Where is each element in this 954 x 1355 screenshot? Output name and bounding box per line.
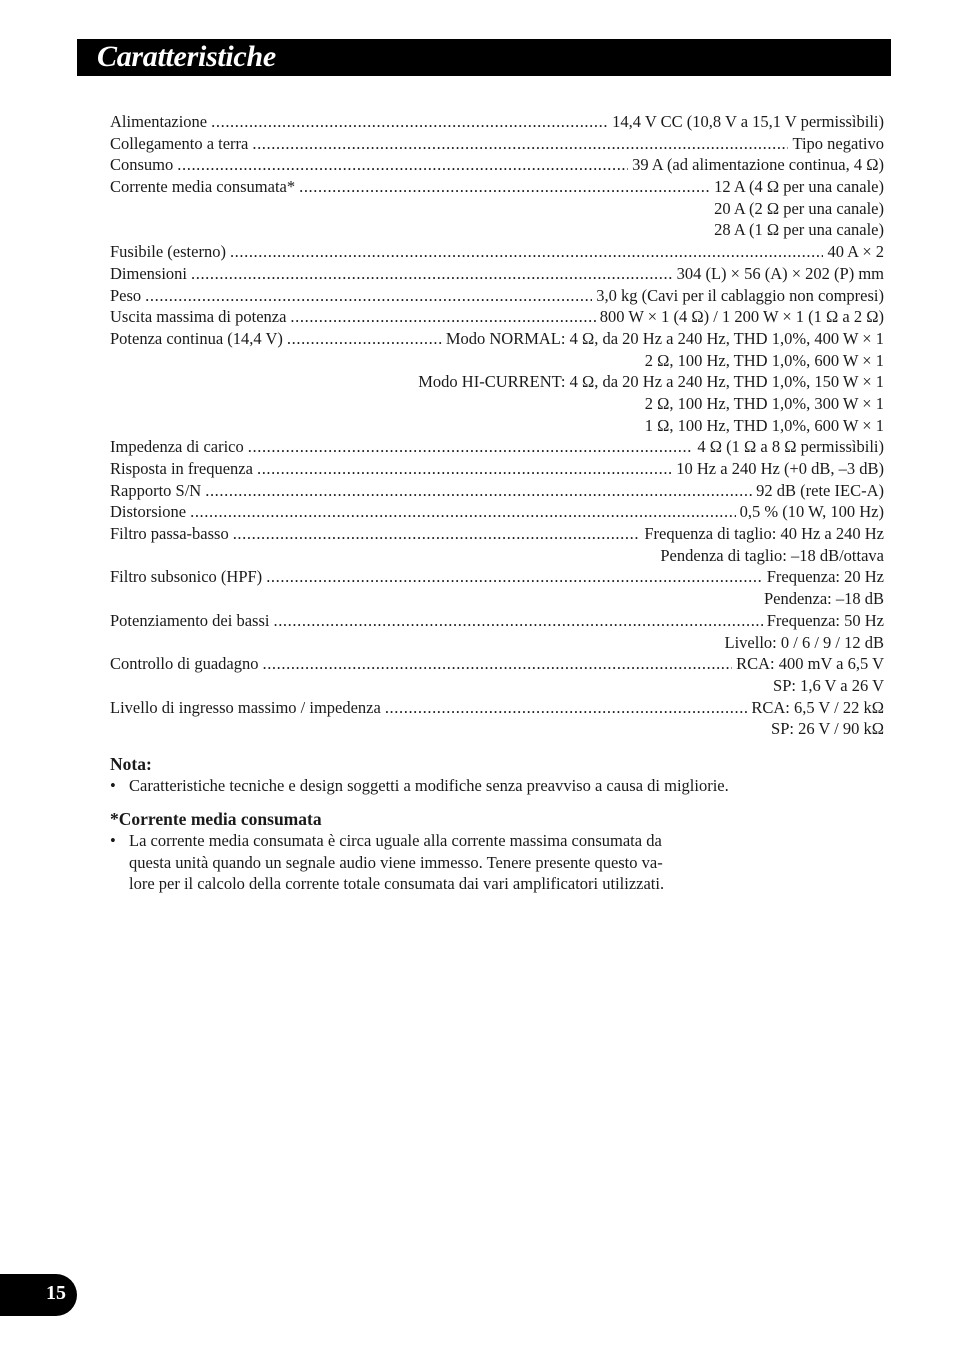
spec-label: Rapporto S/N <box>110 480 202 500</box>
spec-continuation: 28 A (1 Ω per una canale) <box>714 220 884 240</box>
spec-label: Impedenza di carico <box>110 437 244 457</box>
spec-value: Frequenza: 20 Hz <box>766 567 884 587</box>
dot-leader <box>252 133 788 155</box>
spec-label: Potenza continua (14,4 V) <box>110 328 283 348</box>
spec-label: Alimentazione <box>110 112 208 131</box>
spec-row <box>110 285 884 307</box>
spec-row <box>110 610 884 632</box>
corrente-line: La corrente media consumata è circa uguale alla corrente massima consumata da <box>129 831 662 850</box>
dot-leader <box>190 501 736 523</box>
nota-section <box>110 753 890 797</box>
dot-leader <box>230 241 824 263</box>
spec-value: Frequenza di taglio: 40 Hz a 240 Hz <box>644 524 884 544</box>
corrente-line: questa unità quando un segnale audio viene immesso. Tenere presente questo va- <box>129 852 663 872</box>
spec-continuation: Pendenza di taglio: –18 dB/ottava <box>660 545 884 565</box>
dot-leader <box>211 111 608 133</box>
spec-row <box>110 306 884 328</box>
spec-continuation: 20 A (2 Ω per una canale) <box>714 198 884 218</box>
spec-value: 14,4 V CC (10,8 V a 15,1 V permissìbili) <box>612 112 884 131</box>
spec-continuation: 2 Ω, 100 Hz, THD 1,0%, 600 W × 1 <box>644 350 884 370</box>
spec-value: 12 A (4 Ω per una canale) <box>714 177 884 197</box>
spec-value: RCA: 6,5 V / 22 kΩ <box>751 697 884 717</box>
dot-leader <box>266 566 763 588</box>
page-title: Caratteristiche <box>97 40 276 73</box>
dot-leader <box>191 263 673 285</box>
bullet-icon: • <box>110 831 116 850</box>
spec-row <box>110 566 884 588</box>
corrente-section <box>110 808 890 895</box>
spec-value: 39 A (ad alimentazione continua, 4 Ω) <box>632 155 884 175</box>
spec-value: Frequenza: 50 Hz <box>766 610 884 630</box>
spec-value: 3,0 kg (Cavi per il cablaggio non compresi) <box>596 285 884 305</box>
spec-row <box>110 523 884 545</box>
spec-label: Risposta in frequenza <box>110 459 253 478</box>
spec-label: Uscita massima di potenza <box>110 307 287 327</box>
corrente-heading: *Corrente media consumata <box>110 809 322 829</box>
dot-leader <box>262 653 732 675</box>
spec-value: RCA: 400 mV a 6,5 V <box>736 654 884 674</box>
spec-label: Corrente media consumata* <box>110 177 296 197</box>
spec-row <box>110 480 884 502</box>
title-bar <box>77 39 891 76</box>
corrente-line: lore per il calcolo della corrente totale consumata dai vari amplificatori utilizzati. <box>129 874 665 893</box>
page-number: 15 <box>46 1282 66 1304</box>
dot-leader <box>287 328 442 350</box>
dot-leader <box>205 480 752 502</box>
dot-leader <box>290 306 595 328</box>
spec-row <box>110 328 884 350</box>
nota-bullet-item <box>110 775 890 797</box>
nota-heading: Nota: <box>110 754 152 774</box>
spec-label: Collegamento a terra <box>110 133 249 153</box>
spec-label: Fusibile (esterno) <box>110 242 226 262</box>
dot-leader <box>385 697 747 719</box>
spec-row <box>110 697 884 719</box>
spec-row <box>110 111 884 133</box>
spec-continuation: Pendenza: –18 dB <box>763 589 884 609</box>
spec-label: Filtro subsonico (HPF) <box>110 567 263 587</box>
spec-row <box>110 458 884 480</box>
spec-value: Modo NORMAL: 4 Ω, da 20 Hz a 240 Hz, THD 1,0%, 400 W × 1 <box>445 328 884 348</box>
nota-text: Caratteristiche tecniche e design soggetti a modifiche senza preavviso a causa di migliorie. <box>129 776 729 795</box>
spec-row <box>110 176 884 198</box>
spec-label: Peso <box>110 285 142 305</box>
spec-label: Consumo <box>110 155 174 175</box>
corrente-bullet-item <box>110 830 890 895</box>
spec-row <box>110 241 884 263</box>
dot-leader <box>257 458 672 480</box>
spec-value: 92 dB (rete IEC-A) <box>756 480 884 500</box>
spec-continuation: SP: 1,6 V a 26 V <box>773 675 884 695</box>
dot-leader <box>273 610 762 632</box>
spec-value: 800 W × 1 (4 Ω) / 1 200 W × 1 (1 Ω a 2 Ω) <box>599 307 884 327</box>
spec-row <box>110 501 884 523</box>
spec-continuation: 1 Ω, 100 Hz, THD 1,0%, 600 W × 1 <box>644 415 884 435</box>
spec-continuation: Modo HI-CURRENT: 4 Ω, da 20 Hz a 240 Hz, THD 1,0%, 150 W × 1 <box>418 372 884 392</box>
spec-value: 40 A × 2 <box>827 242 884 262</box>
dot-leader <box>248 436 694 458</box>
spec-label: Controllo di guadagno <box>110 654 259 674</box>
spec-label: Dimensioni <box>110 263 187 283</box>
spec-row <box>110 133 884 155</box>
spec-value: 4 Ω (1 Ω a 8 Ω permissìbili) <box>697 437 884 457</box>
spec-continuation: Livello: 0 / 6 / 9 / 12 dB <box>724 632 884 652</box>
dot-leader <box>233 523 641 545</box>
dot-leader <box>145 285 592 307</box>
bullet-icon: • <box>110 776 116 795</box>
spec-row <box>110 263 884 285</box>
dot-leader <box>299 176 710 198</box>
page-number-tab <box>0 1274 77 1316</box>
spec-continuation: 2 Ω, 100 Hz, THD 1,0%, 300 W × 1 <box>644 393 884 413</box>
spec-value: 304 (L) × 56 (A) × 202 (P) mm <box>676 263 884 283</box>
spec-label: Distorsione <box>110 502 187 522</box>
spec-row <box>110 436 884 458</box>
spec-continuation: SP: 26 V / 90 kΩ <box>771 719 884 739</box>
spec-label: Potenziamento dei bassi <box>110 610 270 630</box>
spec-label: Filtro passa-basso <box>110 524 229 544</box>
spec-value: 10 Hz a 240 Hz (+0 dB, –3 dB) <box>676 459 884 478</box>
spec-row <box>110 154 884 176</box>
dot-leader <box>177 154 628 176</box>
specifications-list <box>110 111 884 740</box>
spec-value: Tipo negativo <box>792 133 884 153</box>
spec-value: 0,5 % (10 W, 100 Hz) <box>739 502 884 522</box>
spec-row <box>110 653 884 675</box>
spec-label: Livello di ingresso massimo / impedenza <box>110 697 381 717</box>
